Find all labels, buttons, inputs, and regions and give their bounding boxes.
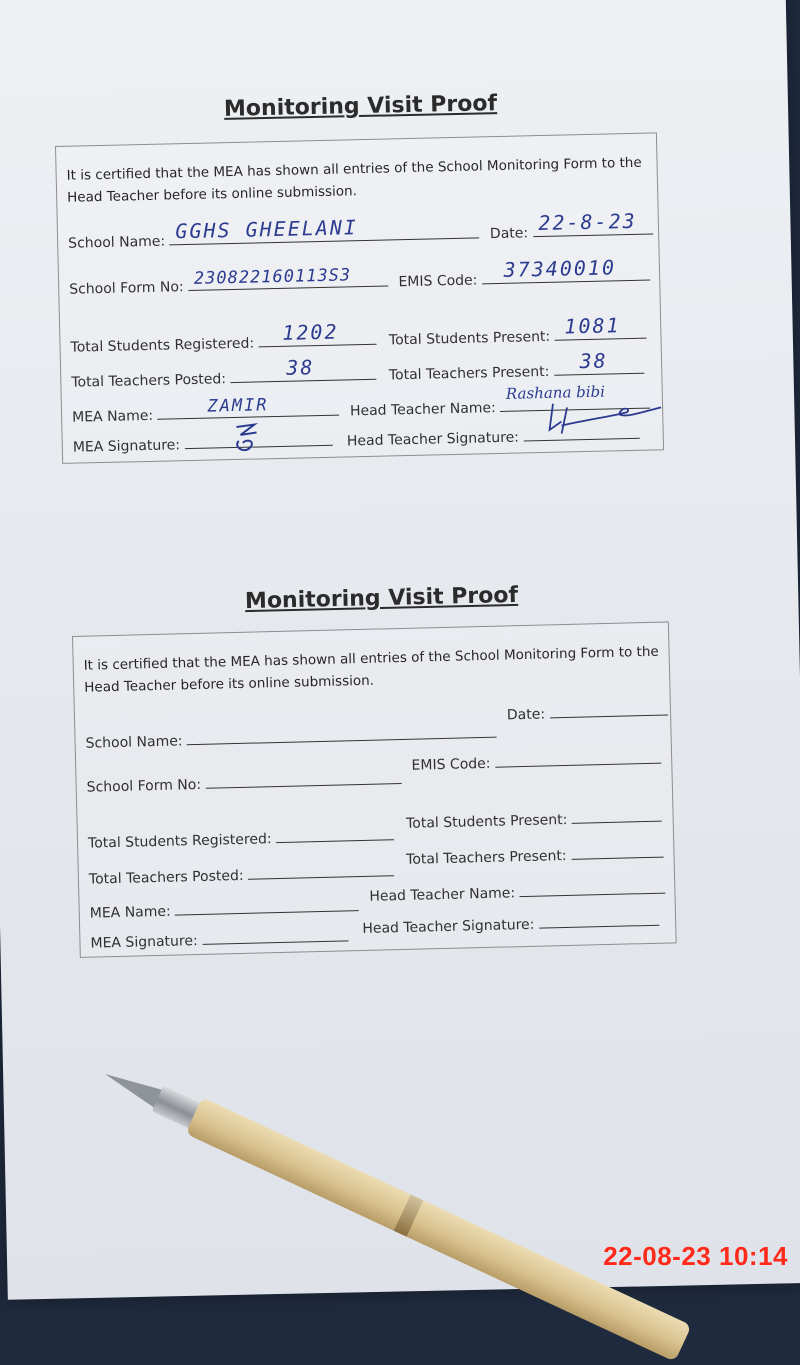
form2-emis-field — [495, 749, 661, 768]
form2-signature-row — [90, 916, 659, 952]
form1-students-registered-label: Total Students Registered: — [70, 335, 255, 356]
form1-mea-name-label: MEA Name: — [71, 407, 154, 426]
form2-head-teacher-name-label: Head Teacher Name: — [369, 885, 516, 905]
form1-school-name-label: School Name: — [68, 233, 166, 252]
form1-students-registered-field — [258, 319, 376, 348]
form2-title: Monitoring Visit Proof — [244, 582, 519, 615]
form2-form-no-field — [205, 769, 401, 789]
form1-teachers-present-value: 38 — [579, 348, 608, 374]
form2-box — [72, 621, 677, 957]
form1-students-present-value: 1081 — [564, 313, 621, 339]
form1-mea-name-field — [157, 395, 339, 420]
form1-head-teacher-name-label: Head Teacher Name: — [349, 400, 496, 420]
form2-form-no-label: School Form No: — [86, 776, 202, 796]
form2-school-name-field — [187, 723, 497, 746]
pen-tip — [101, 1065, 164, 1108]
photo-timestamp: 22-08-23 10:14 — [603, 1241, 788, 1271]
form1-signature-row — [73, 424, 640, 456]
form1-teachers-present-label: Total Teachers Present: — [388, 363, 550, 384]
form1-date-label: Date: — [489, 225, 529, 243]
form2-mea-name-label: MEA Name: — [89, 903, 171, 922]
form2-head-teacher-signature-field — [539, 911, 659, 929]
head-teacher-signature-scribble — [531, 397, 682, 440]
form1-head-teacher-signature-label: Head Teacher Signature: — [346, 429, 520, 450]
form1-form-no-field — [188, 265, 388, 291]
form1-mea-signature-label: MEA Signature: — [72, 437, 181, 456]
form1-head-teacher-signature-field — [523, 424, 639, 442]
mea-signature-scribble — [228, 420, 269, 455]
form2-certification: It is certified that the MEA has shown all entries of the School Monitoring Form to the Head Teacher before its online submission. — [83, 643, 659, 696]
form2-mea-signature-field — [202, 926, 348, 945]
form2-form-no-row — [86, 755, 661, 796]
form2-date-field — [549, 700, 667, 718]
form2-teachers-present-label: Total Teachers Present: — [405, 847, 567, 868]
form1-school-name-row — [68, 208, 653, 252]
form1-date-value: 22-8-23 — [538, 208, 637, 236]
form1-mea-name-value: ZAMIR — [207, 395, 269, 417]
form2-students-present-label: Total Students Present: — [405, 811, 568, 832]
form1-emis-field — [482, 255, 650, 285]
form2-date-label: Date: — [506, 706, 546, 724]
form2-mea-name-field — [175, 896, 359, 915]
form2-teachers-posted-label: Total Teachers Posted: — [88, 867, 244, 888]
form1-date-field — [532, 208, 652, 237]
form1-form-no-row — [69, 255, 650, 298]
form2-mea-signature-label: MEA Signature: — [90, 933, 198, 952]
form2-school-name-label: School Name: — [85, 733, 183, 752]
form2-head-teacher-signature-label: Head Teacher Signature: — [362, 916, 535, 937]
form2-school-name-row — [85, 706, 668, 752]
form1-students-row — [70, 313, 646, 356]
form1-form-no-label: School Form No: — [69, 279, 184, 298]
form2-teachers-present-field — [571, 843, 663, 860]
form1-students-registered-value: 1202 — [282, 319, 339, 345]
form1-students-present-label: Total Students Present: — [388, 328, 551, 349]
form1-school-name-value: GGHS GHEELANI — [175, 215, 359, 244]
form1-head-teacher-name-value: Rashana bibi — [505, 382, 606, 403]
form1-teachers-present-field — [554, 348, 644, 376]
form2-head-teacher-name-field — [519, 879, 665, 898]
form1-emis-value: 37340010 — [503, 255, 617, 282]
form1-box — [55, 132, 664, 464]
form2-emis-label: EMIS Code: — [411, 755, 491, 774]
form1-title: Monitoring Visit Proof — [223, 91, 498, 122]
form1-emis-label: EMIS Code: — [398, 272, 478, 291]
form1-students-present-field — [554, 313, 646, 341]
form1-mea-signature-field — [184, 431, 332, 449]
form1-certification: It is certified that the MEA has shown all entries of the School Monitoring Form to the Head Teacher before its online submission. — [66, 154, 642, 206]
form2-students-registered-label: Total Students Registered: — [87, 831, 272, 852]
form2-students-present-field — [572, 807, 662, 824]
form1-school-name-field — [169, 215, 479, 245]
form2-students-registered-field — [276, 825, 394, 843]
form1-teachers-posted-field — [230, 355, 376, 383]
form1-form-no-value: 230822160113S3 — [193, 265, 352, 289]
form2-teachers-posted-field — [248, 861, 394, 880]
form1-teachers-posted-label: Total Teachers Posted: — [71, 371, 227, 391]
form1-teachers-posted-value: 38 — [285, 355, 315, 380]
